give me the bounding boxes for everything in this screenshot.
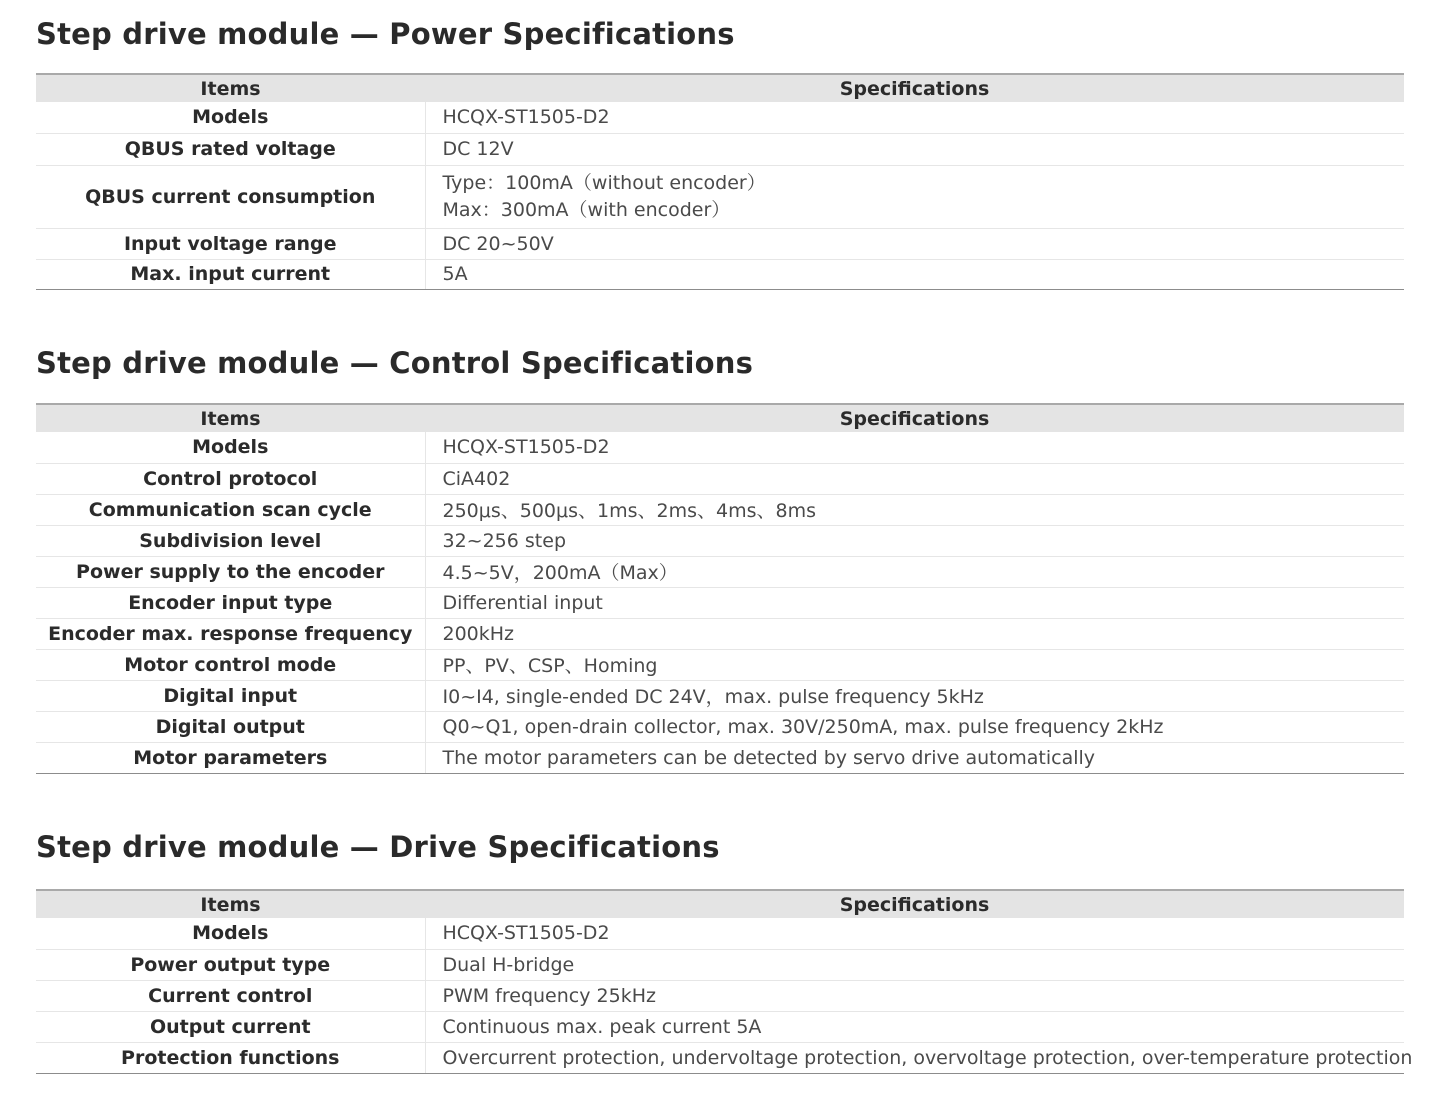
- row-spec-value: PWM frequency 25kHz: [425, 980, 1404, 1011]
- row-spec-value: The motor parameters can be detected by servo drive automatically: [425, 742, 1404, 773]
- row-spec-value: 5A: [425, 259, 1404, 289]
- row-item-label: Input voltage range: [36, 228, 425, 259]
- table-row: [36, 618, 1404, 649]
- row-spec-value: Dual H-bridge: [425, 949, 1404, 980]
- table-row: [36, 102, 1404, 133]
- table-row: [36, 463, 1404, 494]
- table-row: [36, 711, 1404, 742]
- row-item-label: Max. input current: [36, 259, 425, 289]
- specifications-column-header: Specifications: [425, 890, 1404, 918]
- table-row: [36, 556, 1404, 587]
- row-spec-value: 4.5~5V，200mA（Max）: [425, 556, 1404, 587]
- row-spec-value: HCQX-ST1505-D2: [425, 102, 1404, 133]
- spec-value-line: Type：100mA（without encoder）: [442, 171, 766, 194]
- row-spec-value: HCQX-ST1505-D2: [425, 432, 1404, 463]
- row-item-label: Protection functions: [36, 1042, 425, 1073]
- drive-section-title: Step drive module — Drive Specifications: [36, 830, 720, 864]
- row-spec-value: 32~256 step: [425, 525, 1404, 556]
- items-column-header: Items: [36, 404, 425, 432]
- power-spec-table: [36, 73, 1404, 290]
- row-spec-value: DC 12V: [425, 133, 1404, 165]
- row-item-label: QBUS rated voltage: [36, 133, 425, 165]
- row-item-label: Models: [36, 102, 425, 133]
- table-row: [36, 649, 1404, 680]
- table-row: [36, 680, 1404, 711]
- row-spec-value: 200kHz: [425, 618, 1404, 649]
- table-row: [36, 259, 1404, 289]
- row-item-label: QBUS current consumption: [36, 165, 425, 228]
- table-row: [36, 432, 1404, 463]
- row-spec-value: Q0~Q1, open-drain collector, max. 30V/250mA, max. pulse frequency 2kHz: [425, 711, 1404, 742]
- items-column-header: Items: [36, 890, 425, 918]
- row-item-label: Motor control mode: [36, 649, 425, 680]
- row-item-label: Models: [36, 918, 425, 949]
- row-item-label: Digital input: [36, 680, 425, 711]
- row-item-label: Subdivision level: [36, 525, 425, 556]
- table-row: [36, 980, 1404, 1011]
- power-section-title: Step drive module — Power Specifications: [36, 17, 735, 51]
- specifications-column-header: Specifications: [425, 404, 1404, 432]
- row-item-label: Power output type: [36, 949, 425, 980]
- row-item-label: Current control: [36, 980, 425, 1011]
- row-item-label: Communication scan cycle: [36, 494, 425, 525]
- row-spec-value: DC 20~50V: [425, 228, 1404, 259]
- row-item-label: Output current: [36, 1011, 425, 1042]
- items-column-header: Items: [36, 74, 425, 102]
- table-header-row: [36, 74, 1404, 102]
- row-item-label: Motor parameters: [36, 742, 425, 773]
- spec-value-line: Max：300mA（with encoder）: [442, 198, 731, 221]
- row-item-label: Control protocol: [36, 463, 425, 494]
- control-section-title: Step drive module — Control Specifications: [36, 346, 754, 380]
- table-row: [36, 918, 1404, 949]
- row-spec-value: 250μs、500μs、1ms、2ms、4ms、8ms: [425, 494, 1404, 525]
- specifications-column-header: Specifications: [425, 74, 1404, 102]
- row-item-label: Encoder input type: [36, 587, 425, 618]
- drive-spec-table: [36, 889, 1413, 1074]
- row-spec-value: I0~I4, single-ended DC 24V，max. pulse frequency 5kHz: [425, 680, 1404, 711]
- table-row: [36, 949, 1404, 980]
- table-row: [36, 228, 1404, 259]
- row-item-label: Power supply to the encoder: [36, 556, 425, 587]
- table-row: [36, 494, 1404, 525]
- row-spec-value: Differential input: [425, 587, 1404, 618]
- row-spec-value: PP、PV、CSP、Homing: [425, 649, 1404, 680]
- row-item-label: Models: [36, 432, 425, 463]
- table-row: [36, 525, 1404, 556]
- row-spec-value: Overcurrent protection, undervoltage protection, overvoltage protection, over-temperature protection: [425, 1042, 1404, 1073]
- table-row: [36, 165, 1404, 228]
- table-header-row: [36, 404, 1404, 432]
- row-spec-value: HCQX-ST1505-D2: [425, 918, 1404, 949]
- row-spec-value: CiA402: [425, 463, 1404, 494]
- table-header-row: [36, 890, 1404, 918]
- row-spec-value: Continuous max. peak current 5A: [425, 1011, 1404, 1042]
- table-row: [36, 133, 1404, 165]
- table-row: [36, 1042, 1404, 1073]
- table-row: [36, 742, 1404, 773]
- row-item-label: Encoder max. response frequency: [36, 618, 425, 649]
- table-row: [36, 587, 1404, 618]
- table-row: [36, 1011, 1404, 1042]
- row-item-label: Digital output: [36, 711, 425, 742]
- row-spec-value: [425, 165, 1404, 228]
- control-spec-table: [36, 403, 1404, 774]
